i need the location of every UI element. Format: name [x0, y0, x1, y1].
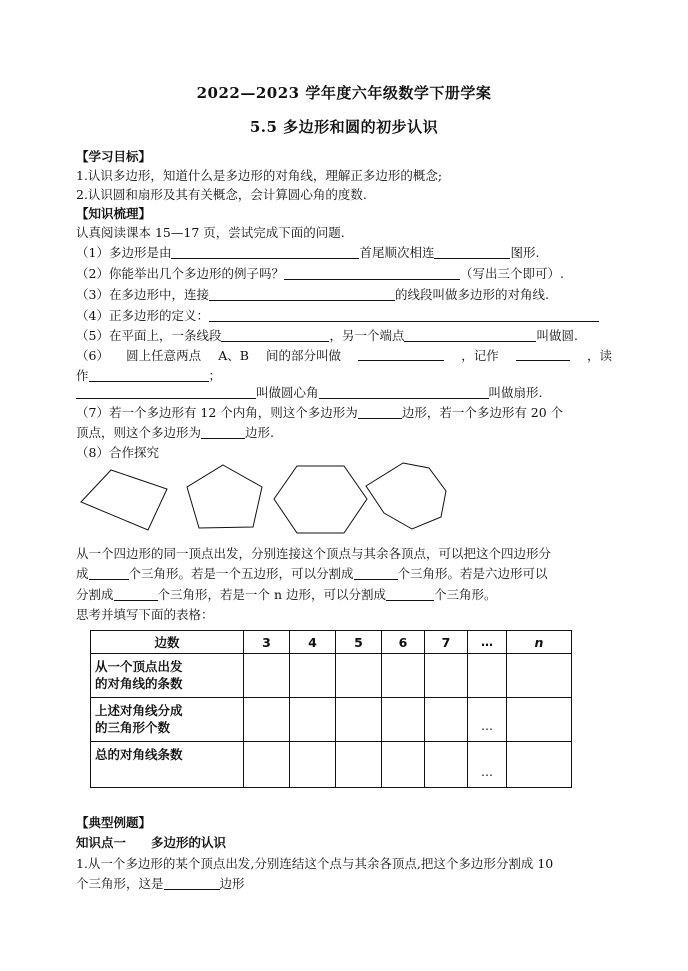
review-intro: 认真阅读课本 15—17 页，尝试完成下面的问题. — [76, 225, 345, 240]
explore-text: 思考并填写下面的表格： — [76, 607, 214, 622]
goal-item: 1.认识多边形，知道什么是多边形的对角线，理解正多边形的概念; — [76, 168, 443, 183]
table-header-row — [91, 631, 572, 654]
table-row — [91, 698, 572, 742]
table-header-cell: 6 — [382, 631, 425, 654]
table-cell[interactable] — [336, 698, 382, 742]
table-header-cell: 4 — [290, 631, 336, 654]
pentagon-shape — [187, 465, 262, 528]
question-3: （3）在多边形中，连接 的线段叫做多边形的对角线. — [76, 287, 549, 302]
explore-text: 成 个三角形。若是一个五边形，可以分割成 个三角形。若是六边形可以 — [76, 566, 548, 581]
question-7-cont: 顶点，则这个多边形为 边形. — [76, 425, 274, 440]
table-cell[interactable] — [507, 654, 572, 698]
example-question-cont: 个三角形，这是 边形 — [76, 876, 245, 891]
table-cell[interactable] — [244, 654, 290, 698]
table-cell[interactable] — [382, 742, 425, 788]
question-8: （8）合作探究 — [76, 445, 159, 460]
table-cell[interactable] — [382, 654, 425, 698]
table-header-cell: … — [468, 631, 507, 654]
table-header-cell: n — [507, 631, 572, 654]
table-cell[interactable] — [244, 698, 290, 742]
answer-blank[interactable] — [164, 876, 220, 890]
hexagon-shape — [274, 466, 367, 533]
page-subtitle: 5.5 多边形和圆的初步认识 — [249, 118, 439, 136]
table-cell — [468, 654, 507, 698]
question-5: （5）在平面上，一条线段 ，另一个端点 叫做圆. — [76, 328, 578, 343]
table-cell[interactable] — [507, 698, 572, 742]
table-cell[interactable] — [382, 698, 425, 742]
diagonal-table — [90, 630, 572, 788]
question-6: （6） 圆上任意两点 A、B 间的部分叫做 ，记作 ，读 — [76, 348, 612, 363]
knowledge-point: 知识点一 多边形的认识 — [76, 835, 227, 850]
row-label: 上述对角线分成 的三角形个数 — [91, 698, 244, 742]
explore-text: 从一个四边形的同一顶点出发，分别连接这个顶点与其余各顶点，可以把这个四边形分 — [76, 546, 552, 561]
table-cell: … — [468, 698, 507, 742]
table-cell[interactable] — [425, 698, 468, 742]
question-2: （2）你能举出几个多边形的例子吗？ （写出三个即可）. — [76, 266, 564, 281]
examples-heading: 【典型例题】 — [76, 815, 152, 830]
question-1: （1）多边形是由 首尾顺次相连 图形. — [76, 245, 540, 260]
answer-blank[interactable] — [354, 566, 398, 580]
table-header-cell: 3 — [244, 631, 290, 654]
quadrilateral-shape — [81, 470, 167, 530]
table-cell[interactable] — [336, 742, 382, 788]
goal-item: 2.认识圆和扇形及其有关概念，会计算圆心角的度数. — [76, 187, 367, 202]
row-label: 总的对角线条数 — [91, 742, 244, 788]
question-7: （7）若一个多边形有 12 个内角，则这个多边形为 边形，若一个多边形有 20 个 — [76, 405, 564, 420]
table-cell[interactable] — [290, 654, 336, 698]
table-row — [91, 654, 572, 698]
page-title: 2022—2023 学年度六年级数学下册学案 — [196, 84, 492, 102]
table-header-cell: 边数 — [91, 631, 244, 654]
goals-heading: 【学习目标】 — [76, 149, 152, 164]
table-cell[interactable] — [425, 654, 468, 698]
answer-blank[interactable] — [89, 566, 129, 580]
answer-blank[interactable] — [114, 587, 158, 601]
answer-blank[interactable] — [386, 587, 434, 601]
table-cell: … — [468, 742, 507, 788]
question-4: （4）正多边形的定义： — [76, 307, 599, 325]
table-cell[interactable] — [244, 742, 290, 788]
table-header-cell: 7 — [425, 631, 468, 654]
table-cell[interactable] — [336, 654, 382, 698]
table-cell[interactable] — [290, 698, 336, 742]
explore-text: 分割成 个三角形，若是一个 n 边形，可以分割成 个三角形。 — [76, 587, 497, 602]
table-cell[interactable] — [425, 742, 468, 788]
table-cell[interactable] — [290, 742, 336, 788]
table-cell[interactable] — [507, 742, 572, 788]
question-6-cont: 作 ； — [76, 368, 222, 383]
review-heading: 【知识梳理】 — [76, 206, 152, 221]
question-6-line3: 叫做圆心角 叫做扇形. — [76, 384, 543, 402]
example-question: 1.从一个多边形的某个顶点出发,分别连结这个点与其余各顶点,把这个多边形分割成 10 — [76, 856, 554, 871]
heptagon-shape — [366, 463, 446, 529]
table-header-cell: 5 — [336, 631, 382, 654]
row-label: 从一个顶点出发 的对角线的条数 — [91, 654, 244, 698]
table-row — [91, 742, 572, 788]
